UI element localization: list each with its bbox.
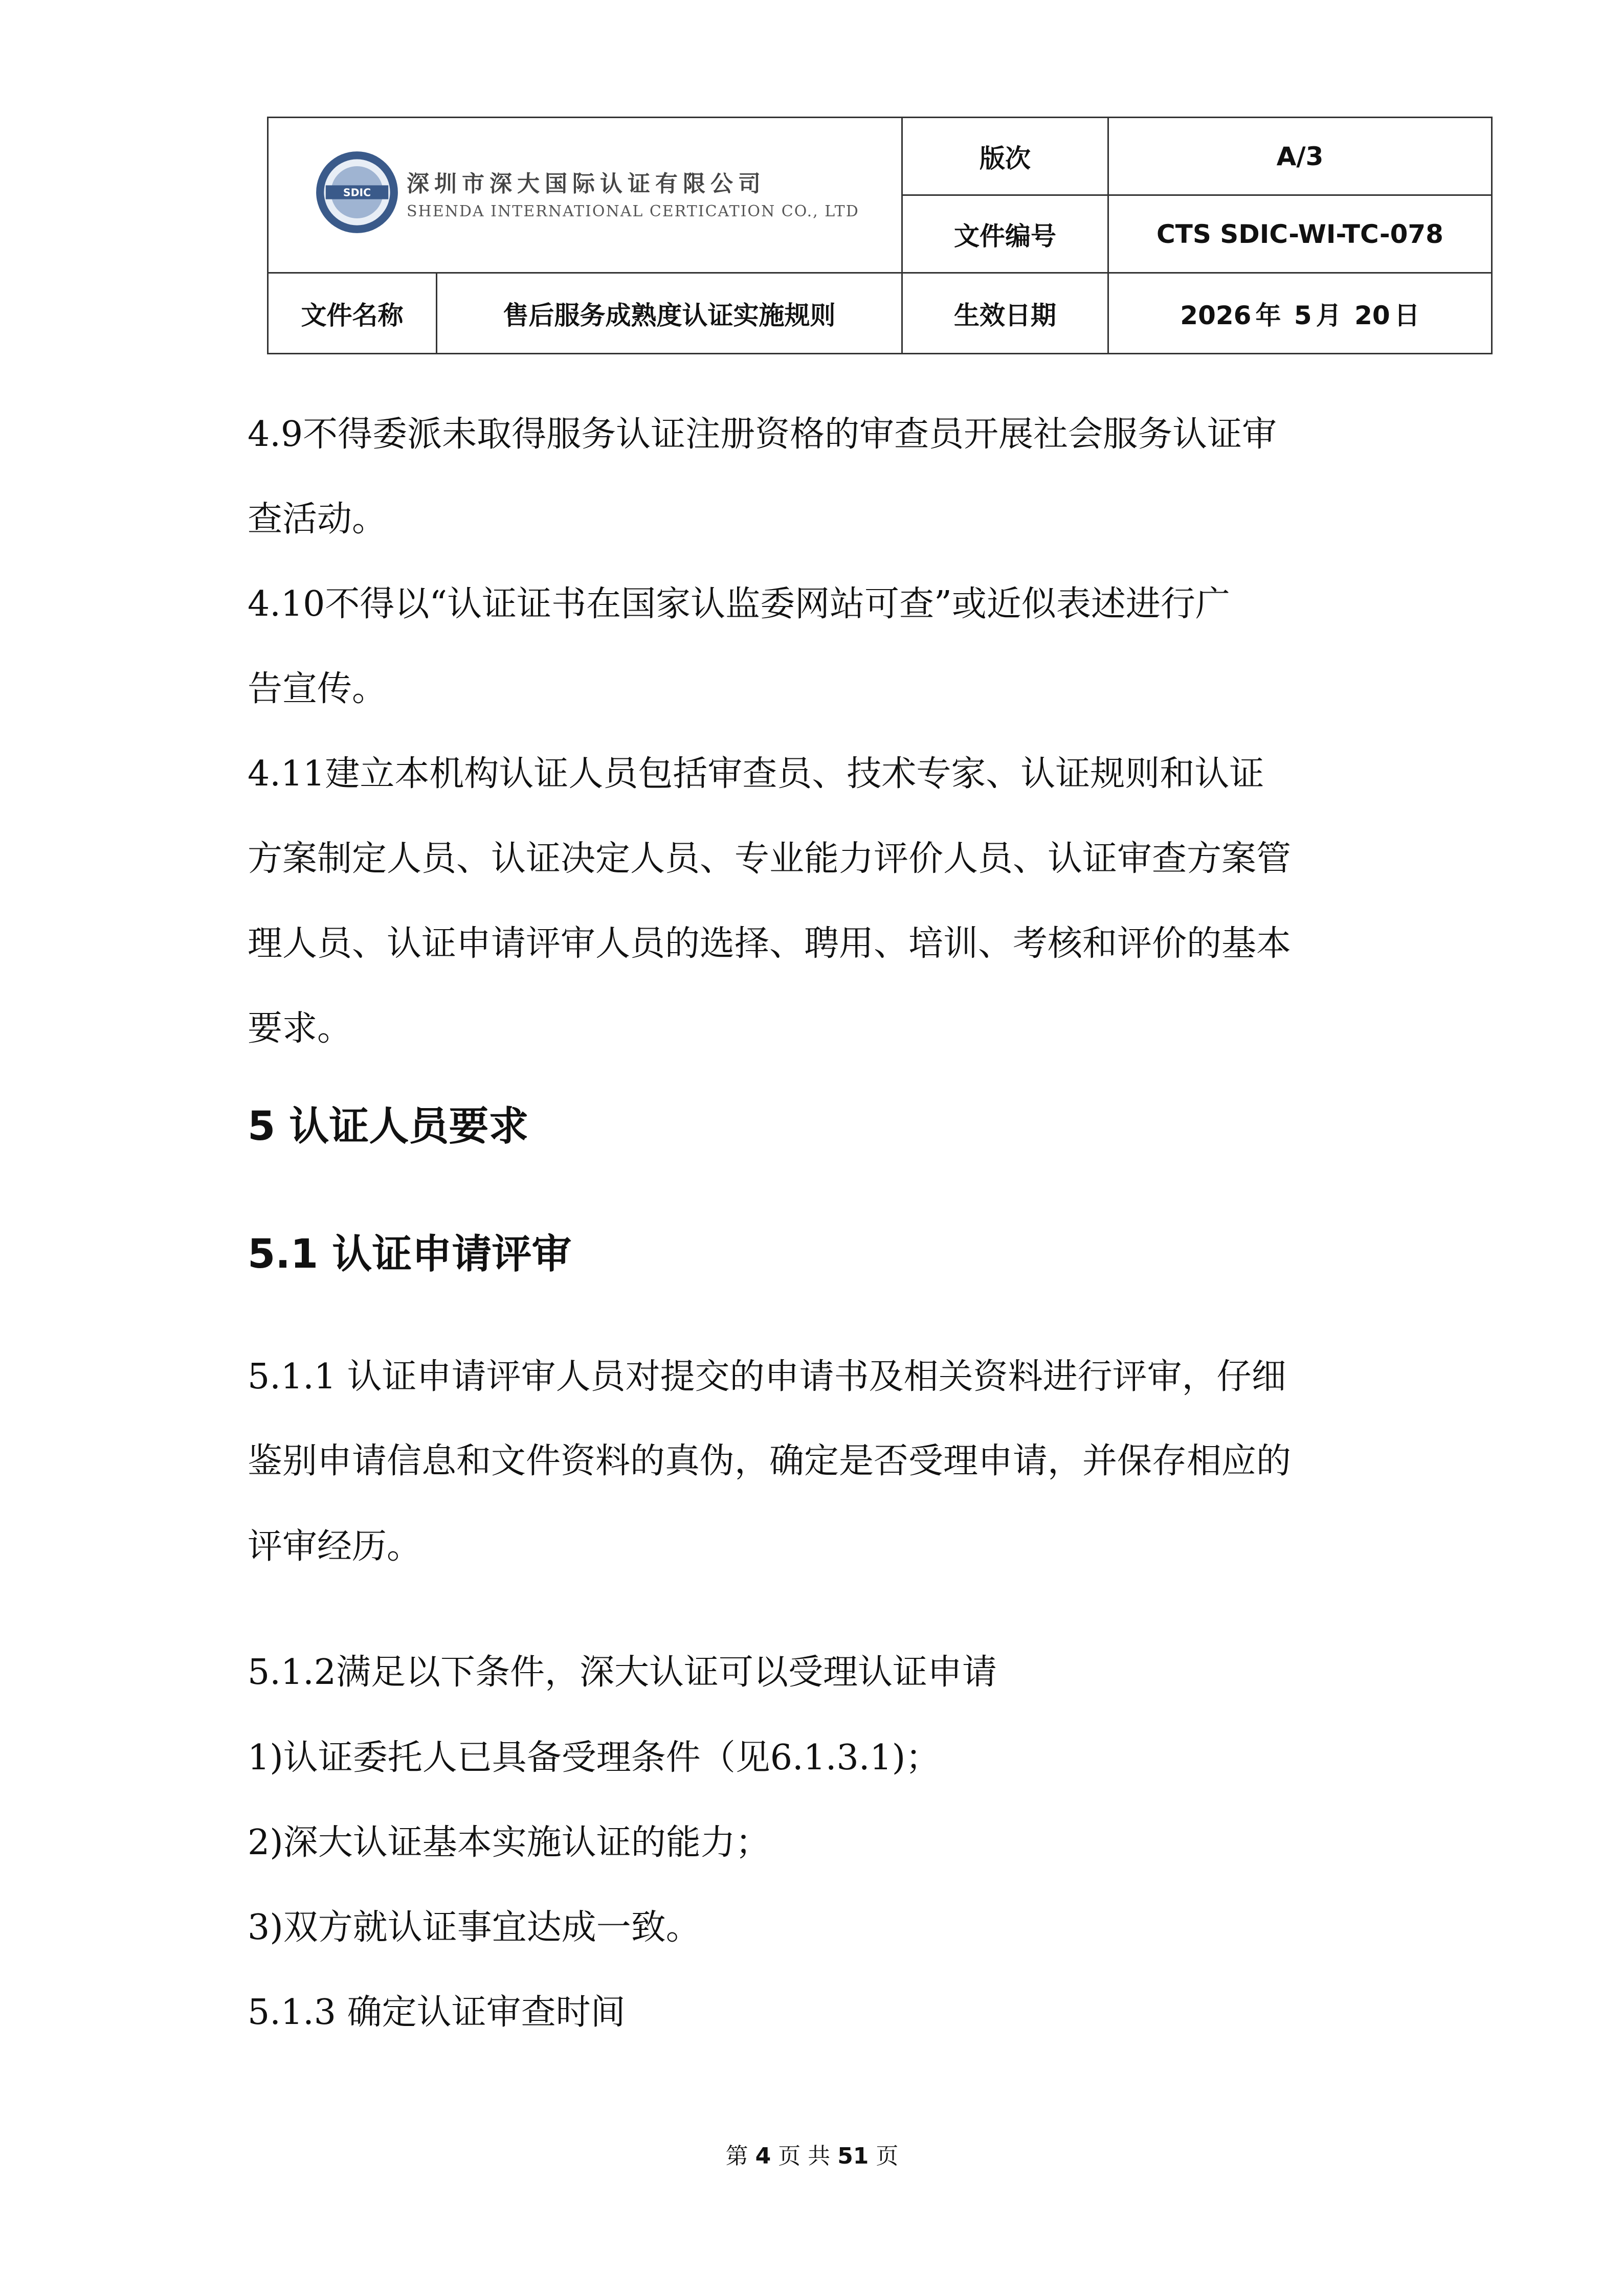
company-name-cn: 深圳市深大国际认证有限公司 <box>407 171 766 197</box>
list-item-2: 2)深大认证基本实施认证的能力； <box>248 1822 770 1863</box>
docno-value: CTS SDIC-WI-TC-078 <box>1108 195 1492 273</box>
list-item-3: 3)双方就认证事宜达成一致。 <box>248 1907 701 1948</box>
version-label: 版次 <box>902 118 1108 195</box>
company-name-en: SHENDA INTERNATIONAL CERTICATION CO., LTD <box>407 202 859 220</box>
section-5-1-heading: 5.1 认证申请评审 <box>248 1231 572 1277</box>
docname-label: 文件名称 <box>268 273 437 354</box>
clause-4-9-line1: 4.9不得委派未取得服务认证注册资格的审查员开展社会服务认证审 <box>248 414 1277 455</box>
docname-value: 售后服务成熟度认证实施规则 <box>437 273 902 354</box>
page-number: 4 <box>755 2143 771 2169</box>
effdate-value: 2026 年 5 月 20 日 <box>1108 273 1492 354</box>
docno-label: 文件编号 <box>902 195 1108 273</box>
effdate-label: 生效日期 <box>902 273 1108 354</box>
clause-4-10-line1: 4.10不得以“认证证书在国家认监委网站可查”或近似表述进行广 <box>248 584 1230 624</box>
clause-5-1-1-line2: 鉴别申请信息和文件资料的真伪，确定是否受理申请，并保存相应的 <box>248 1441 1292 1481</box>
page-total: 51 <box>837 2143 869 2169</box>
section-5-heading: 5 认证人员要求 <box>248 1104 529 1150</box>
clause-4-11-line4: 要求。 <box>248 1008 352 1049</box>
list-item-1: 1)认证委托人已具备受理条件（见6.1.3.1)； <box>248 1738 941 1778</box>
version-value: A/3 <box>1108 118 1492 195</box>
clause-4-11-line1: 4.11建立本机构认证人员包括审查员、技术专家、认证规则和认证 <box>248 754 1264 794</box>
clause-5-1-1-line1: 5.1.1 认证申请评审人员对提交的申请书及相关资料进行评审，仔细 <box>248 1357 1286 1397</box>
page-footer: 第 4 页 共 51 页 <box>725 2143 899 2169</box>
company-logo-icon <box>314 149 401 236</box>
clause-4-9-line2: 查活动。 <box>248 499 387 539</box>
clause-5-1-2: 5.1.2满足以下条件，深大认证可以受理认证申请 <box>248 1652 997 1693</box>
clause-4-11-line2: 方案制定人员、认证决定人员、专业能力评价人员、认证审查方案管 <box>248 839 1292 879</box>
clause-5-1-3: 5.1.3 确定认证审查时间 <box>248 1992 626 2033</box>
company-logo-cell <box>268 118 902 273</box>
clause-4-10-line2: 告宣传。 <box>248 669 387 709</box>
clause-5-1-1-line3: 评审经历。 <box>248 1526 422 1567</box>
document-header-table <box>267 117 1493 354</box>
svg-text:SDIC: SDIC <box>343 186 371 199</box>
clause-4-11-line3: 理人员、认证申请评审人员的选择、聘用、培训、考核和评价的基本 <box>248 924 1292 964</box>
